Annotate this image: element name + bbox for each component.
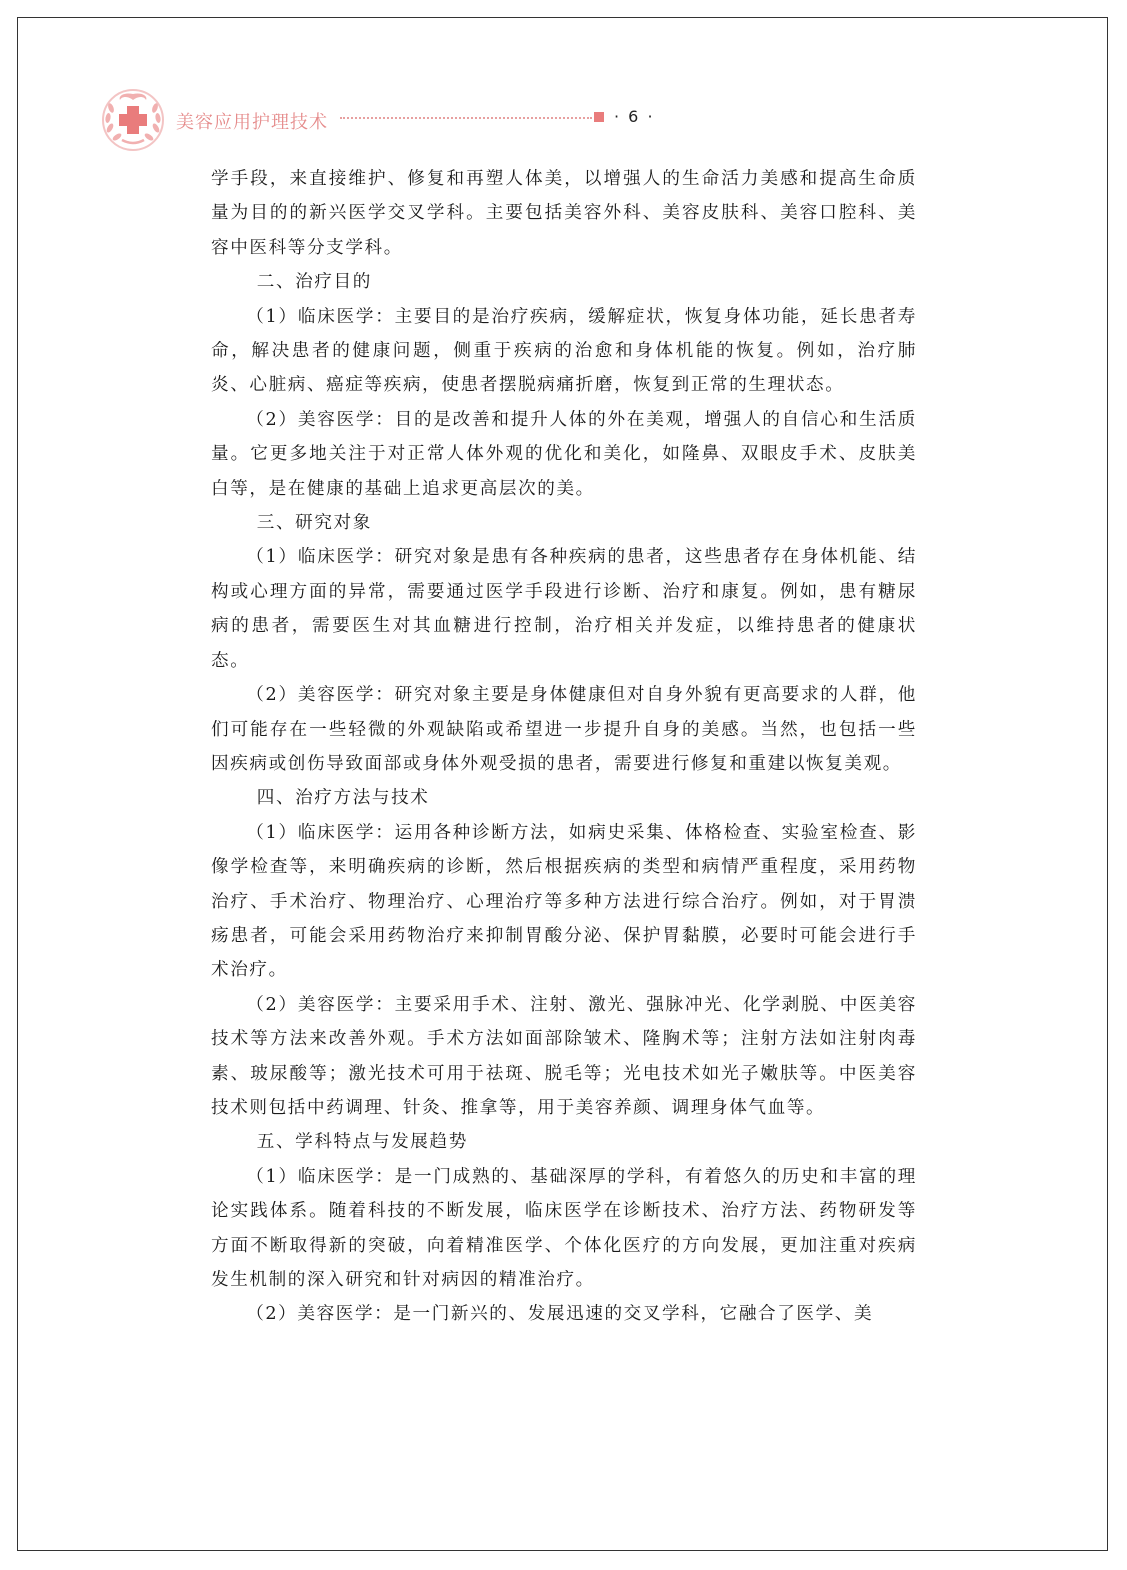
paragraph: （1）临床医学：是一门成熟的、基础深厚的学科，有着悠久的历史和丰富的理论实践体系。随着科技的不断发展，临床医学在诊断技术、治疗方法、药物研发等方面不断取得新的突破，向着精准医学、个体化医疗的方向发展，更加注重对疾病发生机制的深入研究和针对病因的精准治疗。 bbox=[211, 1166, 917, 1290]
paragraph: （1）临床医学：运用各种诊断方法，如病史采集、体格检查、实验室检查、影像学检查等，来明确疾病的诊断，然后根据疾病的类型和病情严重程度，采用药物治疗、手术治疗、物理治疗、心理治疗等多种方法进行综合治疗。例如，对于胃溃疡患者，可能会采用药物治疗来抑制胃酸分泌、保护胃黏膜，必要时可能会进行手术治疗。 bbox=[211, 822, 917, 981]
paragraph: （2）美容医学：目的是改善和提升人体的外在美观，增强人的自信心和生活质量。它更多地关注于对正常人体外观的优化和美化，如隆鼻、双眼皮手术、皮肤美白等，是在健康的基础上追求更高层次的美。 bbox=[211, 409, 917, 499]
paragraph: （2）美容医学：是一门新兴的、发展迅速的交叉学科，它融合了医学、美 bbox=[246, 1304, 874, 1325]
section-heading: 二、治疗目的 bbox=[256, 272, 372, 293]
book-title: 美容应用护理技术 bbox=[176, 112, 328, 133]
header-dotted-rule bbox=[340, 117, 592, 121]
section-heading: 四、治疗方法与技术 bbox=[256, 788, 430, 809]
running-header bbox=[100, 88, 655, 152]
paragraph: （1）临床医学：主要目的是治疗疾病，缓解症状，恢复身体功能，延长患者寿命，解决患者的健康问题，侧重于疾病的治愈和身体机能的恢复。例如，治疗肺炎、心脏病、癌症等疾病，使患者摆脱病痛折磨，恢复到正常的生理状态。 bbox=[211, 306, 917, 396]
paragraph-continued: 学手段，来直接维护、修复和再塑人体美，以增强人的生命活力美感和提高生命质量为目的的新兴医学交叉学科。主要包括美容外科、美容皮肤科、美容口腔科、美容中医科等分支学科。 bbox=[211, 169, 917, 258]
red-cross-laurel-emblem-icon bbox=[100, 88, 166, 152]
section-heading: 三、研究对象 bbox=[256, 513, 372, 534]
paragraph: （2）美容医学：研究对象主要是身体健康但对自身外貌有更高要求的人群，他们可能存在一些轻微的外观缺陷或希望进一步提升自身的美感。当然，也包括一些因疾病或创伤导致面部或身体外观受损的患者，需要进行修复和重建以恢复美观。 bbox=[211, 685, 917, 774]
header-square-marker bbox=[594, 112, 604, 122]
page-number: · 6 · bbox=[614, 107, 655, 126]
body-text bbox=[211, 162, 917, 1332]
paragraph: （2）美容医学：主要采用手术、注射、激光、强脉冲光、化学剥脱、中医美容技术等方法来改善外观。手术方法如面部除皱术、隆胸术等；注射方法如注射肉毒素、玻尿酸等；激光技术可用于祛斑、脱毛等；光电技术如光子嫩肤等。中医美容技术则包括中药调理、针灸、推拿等，用于美容养颜、调理身体气血等。 bbox=[211, 994, 917, 1118]
section-heading: 五、学科特点与发展趋势 bbox=[256, 1132, 468, 1153]
paragraph: （1）临床医学：研究对象是患有各种疾病的患者，这些患者存在身体机能、结构或心理方面的异常，需要通过医学手段进行诊断、治疗和康复。例如，患有糖尿病的患者，需要医生对其血糖进行控制，治疗相关并发症，以维持患者的健康状态。 bbox=[211, 547, 917, 671]
